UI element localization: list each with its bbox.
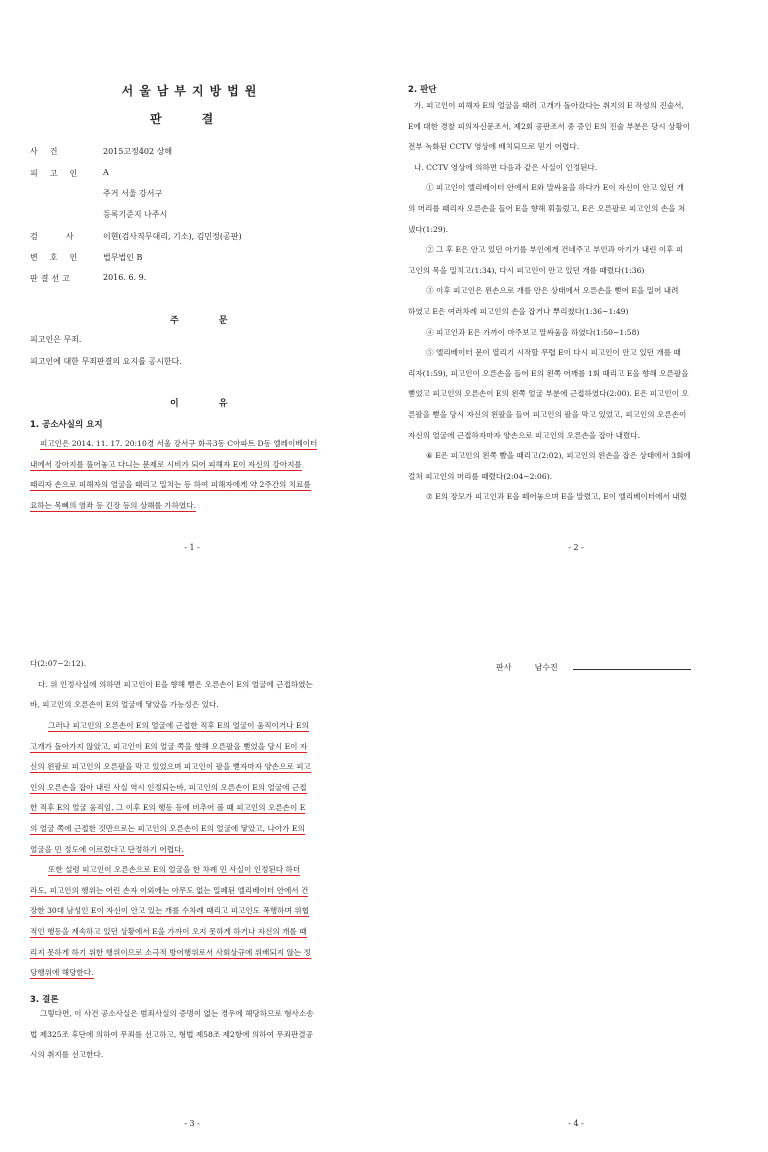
heading-judgment: 2. 판단 (408, 85, 437, 95)
text-line: ① 피고인이 엘리베이터 안에서 E와 말싸움을 하다가 E이 자신이 안고 있던 개 (426, 183, 684, 193)
meta-value: A (103, 168, 109, 177)
text-line: 나. CCTV 영상에 의하면 다음과 같은 사실이 인정된다. (414, 162, 598, 172)
page-number: - 2 - (568, 543, 584, 552)
text-line: 때리자 손으로 피해자의 얼굴을 때리고 밀치는 등 하여 피해자에게 약 2주간의 치료를 (30, 480, 311, 490)
text-line: 자신의 얼굴에 근접하자마자 양손으로 피고인의 오른손을 잡아 내렸다. (408, 430, 641, 440)
text-line: E에 대한 경찰 피의자신문조서, 제2회 공판조서 중 증인 E의 진술 부분은 당시 상황이 (408, 121, 691, 131)
paragraph-da (30, 654, 364, 716)
judge-name: 남수진 (534, 663, 558, 672)
meta-value: 등록기준지 나주시 (103, 210, 168, 219)
court-name: 서울남부지방법원 (121, 84, 263, 98)
heading-conclusion: 3. 결론 (30, 995, 59, 1005)
text-line: ③ 이후 피고인은 왼손으로 개를 안은 상태에서 오른손을 뻗어 E을 밀어 내려 (426, 286, 679, 296)
text-line: 그러나 피고인의 오른손이 E의 얼굴에 근접한 직후 E의 얼굴이 움직이거나 E의 (48, 721, 309, 730)
text-line: 른팔을 뻗을 당시 자신의 왼팔을 들어 피고인의 팔을 막고 있었고, 피고인의 오른손이 (408, 409, 687, 419)
meta-label: 검사 (30, 232, 102, 241)
text-line: 전부 녹화된 CCTV 영상에 배치되므로 믿기 어렵다. (408, 142, 580, 152)
page-1 (0, 0, 384, 576)
text-line: 리지 못하게 하기 위한 행위이므로 소극적 방어행위로서 사회상규에 위배되지 않는 정 (30, 947, 311, 957)
meta-value: 법무법인 B (103, 253, 143, 262)
text-line: 의 얼굴 쪽에 근접한 것만으로는 피고인의 오른손이 E의 얼굴에 닿았고, 나아가 E의 (30, 823, 305, 833)
page-2 (384, 0, 768, 576)
text-line: 다. 위 인정사실에 의하면 피고인이 E을 향해 뻗은 오른손이 E의 얼굴에 근접하였는 (38, 679, 313, 689)
text-line: 뻗었고 피고인의 오른손이 E의 왼쪽 얼굴 부분에 근접하였다(2:00). E은 피고인이 오 (408, 389, 689, 399)
text-line: ⑤ 엘리베이터 문이 열리기 시작할 무렵 E이 다시 피고인이 안고 있던 개를 때 (426, 348, 681, 358)
meta-value: 이현(검사직무대리, 기소), 김민정(공판) (103, 232, 242, 241)
meta-value: 2015고정402 상해 (103, 147, 173, 156)
text-line: 시의 취지를 선고한다. (30, 1050, 104, 1060)
text-line: ⑥ E은 피고인의 왼쪽 뺨을 때리고(2:02), 피고인의 왼손을 잡은 상태에서 3회에 (426, 451, 691, 461)
page-3 (0, 576, 384, 1152)
text-line: 법 제325조 후단에 의하여 무죄를 선고하고, 형법 제58조 제2항에 의하여 무죄판결공 (30, 1029, 313, 1039)
text-line: 하였고 E은 여러차례 피고인의 손을 잡거나 뿌리쳤다(1:36~1:49) (408, 306, 629, 316)
text-line: 적인 행동을 계속하고 있던 상황에서 E을 가까이 오지 못하게 하거나 자신의 개를 때 (30, 926, 307, 936)
verdict-line: 피고인은 무죄. (30, 335, 82, 344)
verdict-line: 피고인에 대한 무죄판결의 요지를 공시한다. (30, 357, 182, 366)
heading-indictment-summary: 1. 공소사실의 요지 (30, 420, 103, 430)
text-line: 신의 왼팔로 피고인의 오른팔을 막고 있었으며 피고인이 팔을 뻗자마자 양손으로 피고 (30, 762, 311, 772)
page-number: - 3 - (184, 1119, 200, 1128)
text-line: 얼굴을 민 정도에 이르렀다고 단정하기 어렵다. (30, 844, 184, 854)
paragraph-conclusion (30, 1004, 364, 1066)
meta-value: 2016. 6. 9. (103, 273, 147, 282)
iyu-title: 이유 (170, 399, 268, 409)
text-line: 인의 오른손을 잡아 내린 사실 역시 인정되는바, 피고인의 오른손이 E의 얼굴에 근접 (30, 782, 307, 792)
meta-value: 주거 서울 강서구 (103, 189, 163, 198)
text-line: 의 머리를 때리자 오른손을 들어 E을 향해 휘둘렀고, E은 오른팔로 피고인의 손을 쳐 (408, 203, 686, 213)
underlined-reasoning-1 (30, 716, 364, 984)
paragraph-ga (408, 96, 744, 508)
text-line: ⑦ E의 장모가 피고인과 E을 떼어놓으며 E을 말렸고, E이 엘리베이터에서 내렸 (426, 492, 687, 502)
text-line: 냈다(1:29). (408, 224, 449, 234)
text-line: 가. 피고인이 피해자 E의 얼굴을 때려 고개가 돌아갔다는 취지의 E 작성의 진술서, (414, 101, 684, 110)
page-number: - 1 - (184, 543, 200, 552)
text-line: ② 그 후 E은 안고 있던 아기를 부인에게 건네주고 부인과 아기가 내린 이후 피 (426, 245, 684, 255)
text-line: 고인의 목을 밀치고(1:34), 다시 피고인이 안고 있던 개를 때렸다(1:36) (408, 265, 645, 275)
text-line: 장한 30대 남성인 E이 자신이 안고 있는 개를 수차례 때리고 피고인도 폭행하며 위협 (30, 906, 309, 916)
meta-label: 변호인 (30, 253, 90, 262)
text-line: 또한 설령 피고인이 오른손으로 E의 얼굴을 한 차례 민 사실이 인정된다 하더 (48, 865, 301, 875)
text-line: 그렇다면, 이 사건 공소사실은 범죄사실의 증명이 없는 경우에 해당하므로 형사소송 (40, 1009, 314, 1018)
text-line: 한 직후 E의 얼굴 움직임, 그 이후 E의 행동 등에 비추어 볼 때 피고인의 오른손이 E (30, 803, 306, 813)
text-line: 다(2:07~2:12). (30, 659, 87, 668)
text-line: 리자(1:59), 피고인이 오른손을 들어 E의 왼쪽 어깨를 1회 때리고 E을 향해 오른팔을 (408, 368, 689, 378)
signature-line (573, 661, 691, 670)
text-line: 고개가 돌아가지 않았고, 피고인이 E의 얼굴 쪽을 향해 오른팔을 뻗었을 당시 E이 자 (30, 741, 308, 751)
jumun-title: 주문 (170, 316, 268, 326)
text-line: 라도, 피고인의 행위는 어린 손자 이외에는 아무도 없는 밀폐된 엘리베이터 안에서 건 (30, 885, 309, 895)
meta-label: 판결선고 (30, 274, 73, 283)
text-line: 내에서 강아지를 풀어놓고 다니는 문제로 시비가 되어 피해자 E이 자신의 강아지를 (30, 459, 302, 469)
text-line: 바, 피고인의 오른손이 E의 얼굴에 닿았을 가능성은 있다. (30, 700, 219, 710)
text-line: 당행위에 해당한다. (30, 968, 94, 978)
text-line: 걸쳐 피고인의 머리를 때렸다(2:04~2:06). (408, 471, 553, 481)
judge-label: 판사 (496, 663, 512, 672)
meta-label: 사건 (30, 147, 70, 156)
indictment-summary (30, 434, 364, 516)
text-line: ④ 피고인과 E은 가까이 마주보고 말싸움을 하였다(1:50~1:58) (426, 327, 640, 337)
text-line: 요하는 목뼈의 염좌 등 긴장 등의 상해를 가하였다. (30, 500, 197, 510)
text-line: 피고인은 2014. 11. 17. 20:10경 서울 강서구 화곡3동 C아파트 D동 엘레이베이터 (40, 439, 318, 448)
page-number: - 4 - (568, 1119, 584, 1128)
page-4 (384, 576, 768, 1152)
meta-label: 피고인 (30, 169, 90, 178)
document-title: 판결 (150, 112, 254, 126)
judge-signature-line (496, 661, 691, 673)
